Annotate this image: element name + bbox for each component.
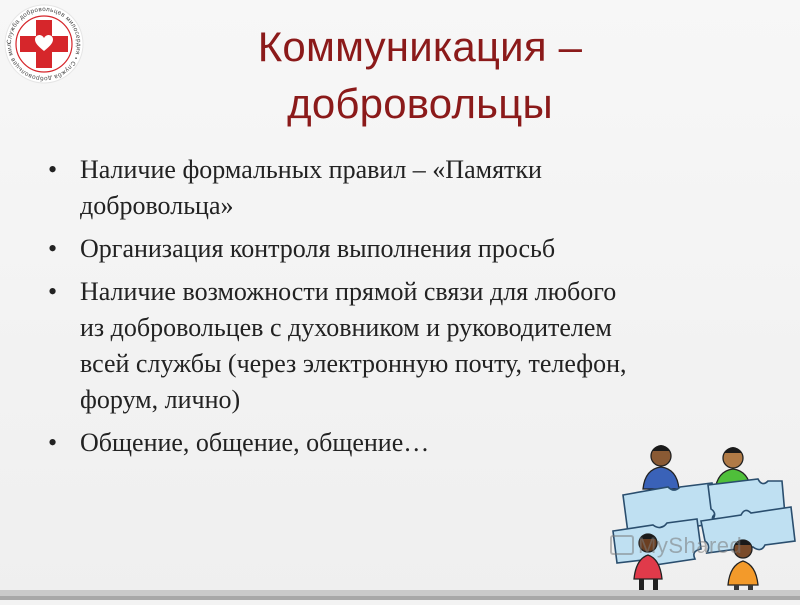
watermark-text: MyShared: [638, 533, 743, 558]
slide-title: [120, 18, 720, 132]
bullet-text: • Наличие возможности прямой связи для любого: [80, 277, 617, 306]
bullet-item: [44, 274, 744, 418]
logo: [3, 3, 85, 85]
bullet-text: • Организация контроля выполнения просьб: [80, 234, 556, 263]
title-line-2: добровольцы: [287, 80, 553, 127]
red-cross-heart-icon: [3, 3, 85, 85]
bullet-text: • Общение, общение, общение…: [80, 428, 430, 457]
bullet-text: из добровольцев с духовником и руководителем: [80, 313, 612, 342]
bullet-text: всей службы (через электронную почту, телефон,: [80, 349, 627, 378]
logo-ring-text: Служба добровольцев милосердия • Служба добровольцев мил: [5, 5, 83, 83]
people-puzzle-icon: [598, 433, 800, 600]
illustration: [598, 433, 800, 600]
bullet-list: [44, 152, 744, 468]
bullet-item: [44, 231, 744, 267]
title-line-1: Коммуникация –: [257, 23, 583, 70]
bullet-text: • Наличие формальных правил – «Памятки: [80, 155, 542, 184]
bottom-bar-line: [0, 596, 800, 600]
bottom-bar: [0, 590, 800, 600]
bullet-item: [44, 152, 744, 224]
bullet-text: форум, лично): [80, 385, 241, 414]
bullet-text: добровольца»: [80, 191, 234, 220]
